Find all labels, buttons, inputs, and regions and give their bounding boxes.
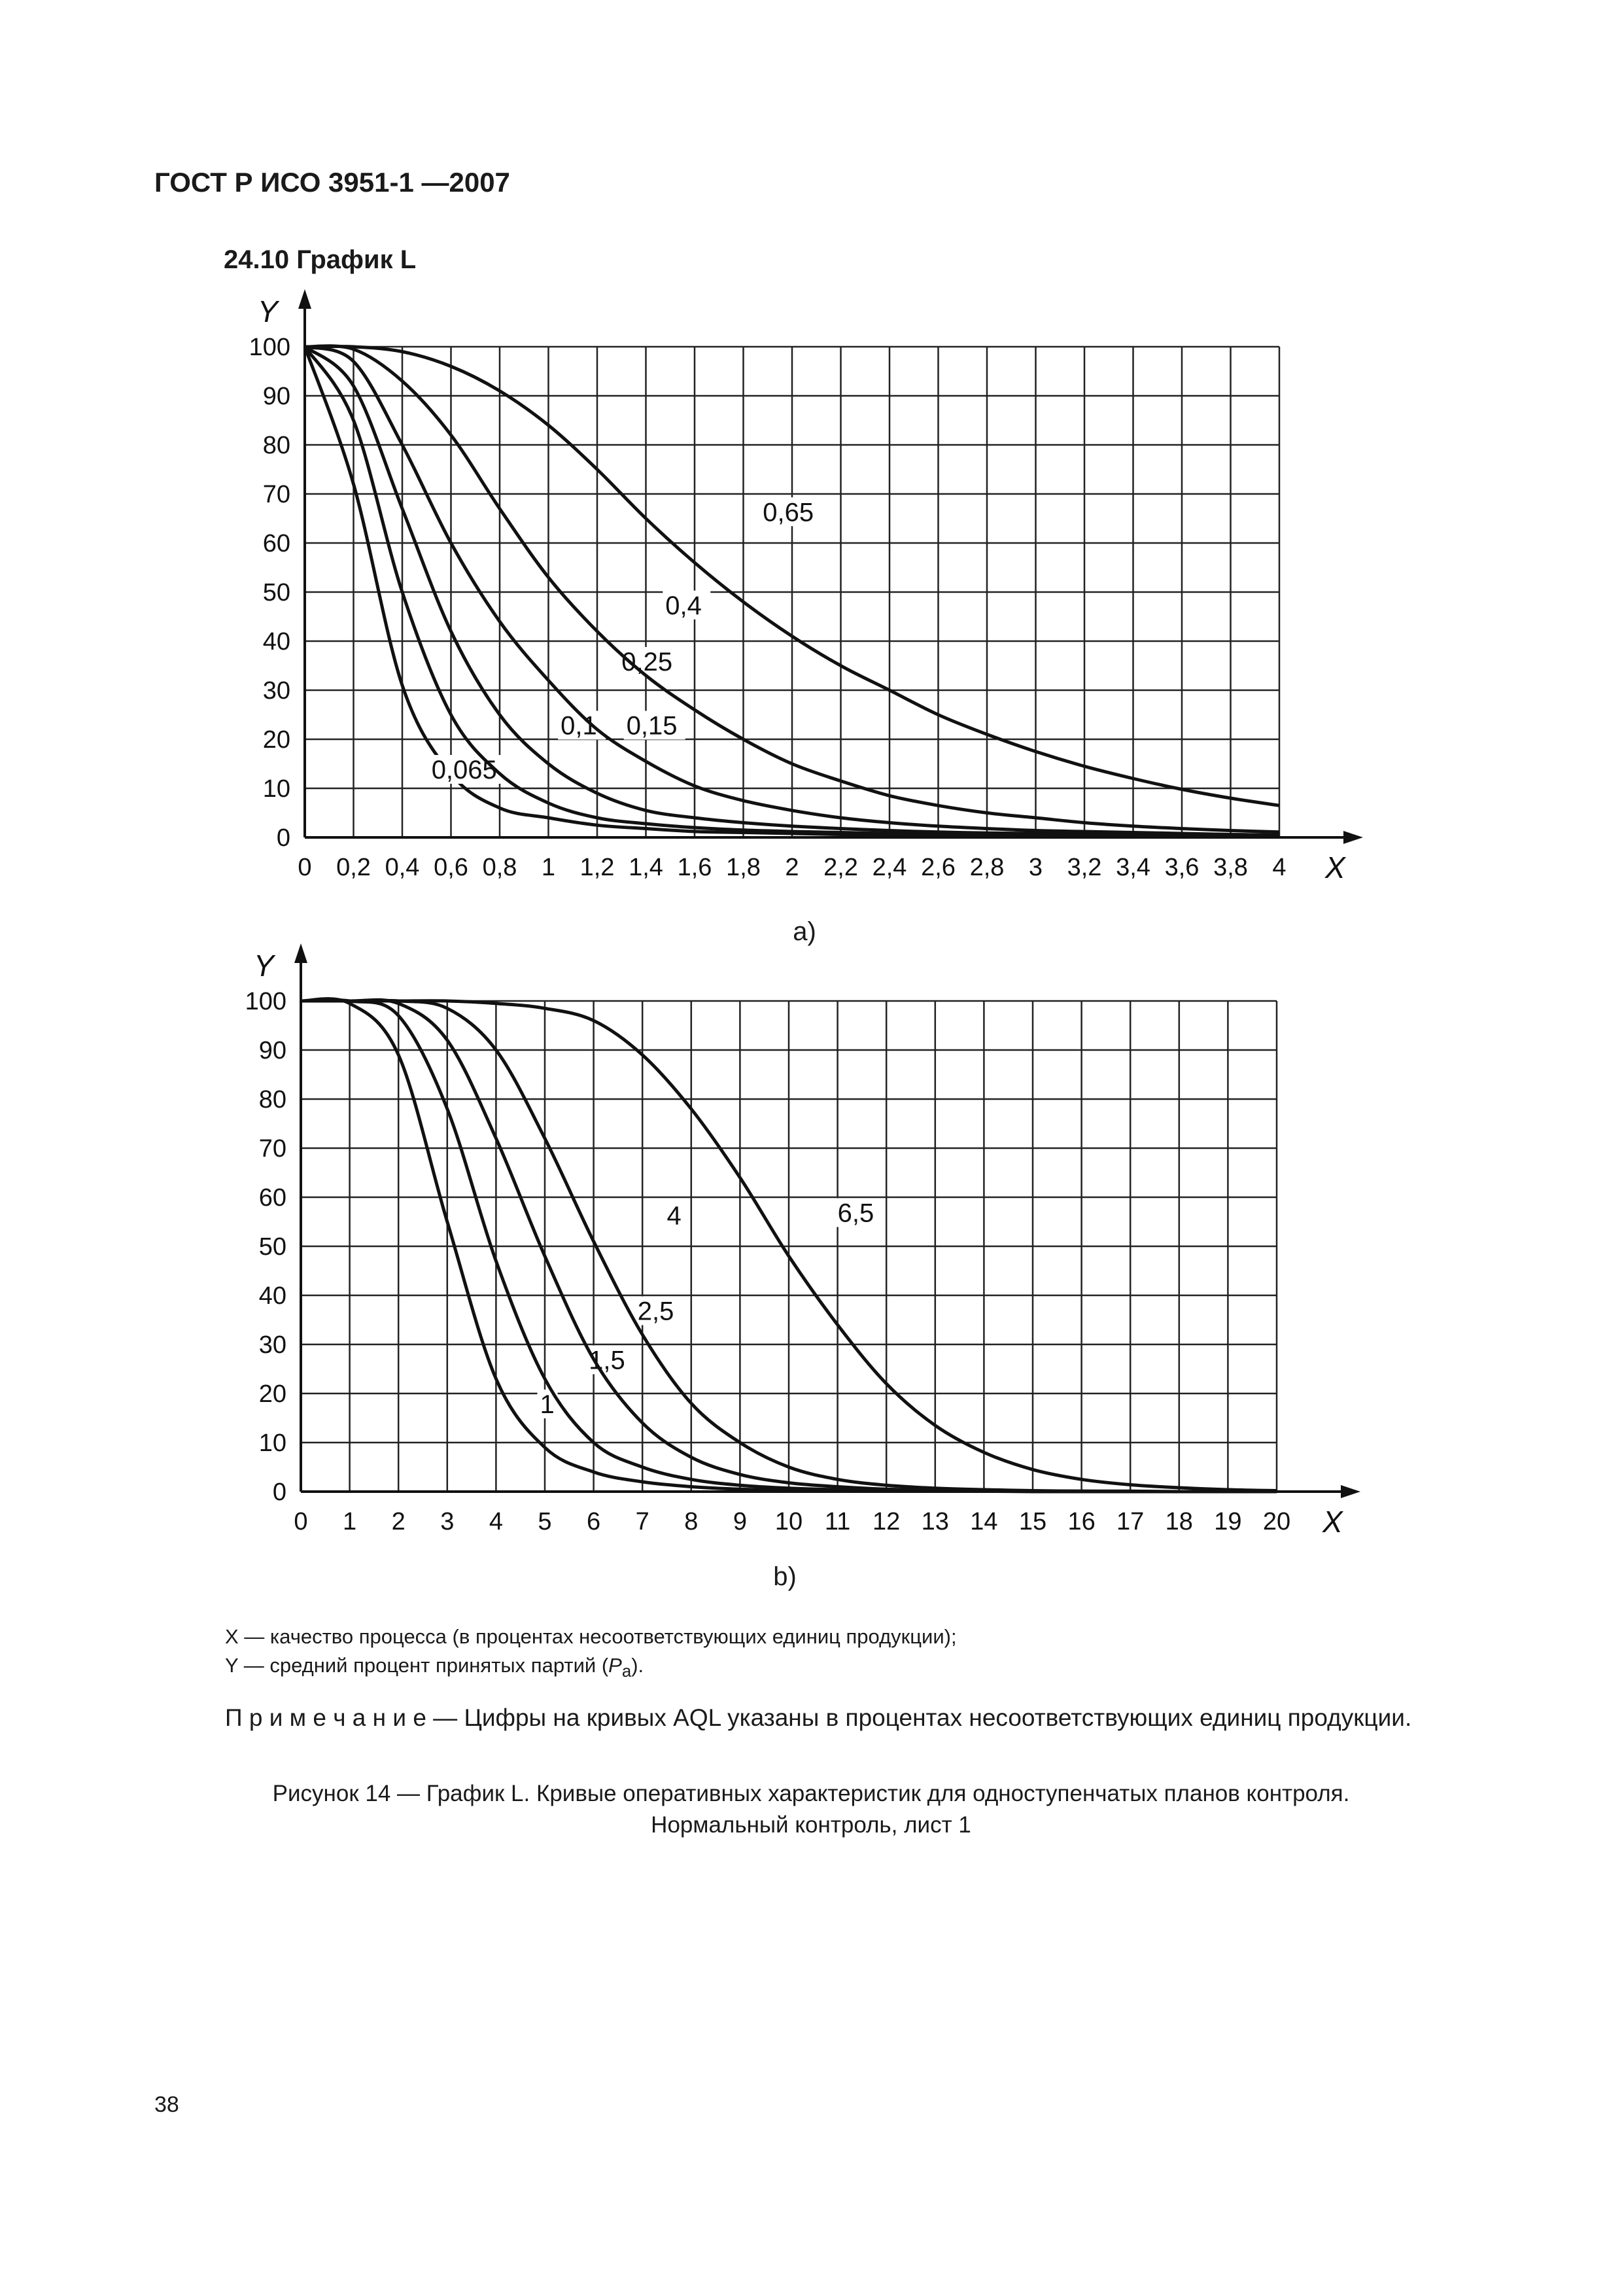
caption-line2: Нормальный контроль, лист 1 <box>651 1812 971 1838</box>
x-axis-arrow <box>1343 831 1363 844</box>
x-tick-label: 3 <box>440 1508 455 1535</box>
y-tick-label: 50 <box>258 1233 286 1261</box>
y-tick-label: 10 <box>262 775 290 803</box>
y-tick-label: 40 <box>262 628 290 656</box>
legend-y-var: P <box>608 1654 622 1677</box>
y-tick-label: 20 <box>258 1380 286 1408</box>
y-tick-label: 30 <box>262 677 290 705</box>
x-axis-label: X <box>1322 1505 1343 1539</box>
series-0-065-label: 0,065 <box>431 756 497 784</box>
chart-b-svg <box>216 932 1367 1547</box>
x-tick-label: 2,6 <box>921 854 956 881</box>
section-title: 24.10 График L <box>224 245 417 274</box>
x-tick-label: 1,8 <box>726 854 761 881</box>
x-tick-label: 0,6 <box>434 854 468 881</box>
x-tick-label: 0 <box>294 1508 308 1535</box>
x-tick-label: 15 <box>1018 1508 1047 1535</box>
y-tick-label: 20 <box>262 726 290 754</box>
x-tick-label: 18 <box>1165 1508 1193 1535</box>
x-tick-label: 14 <box>970 1508 998 1535</box>
legend-y-suffix: ). <box>631 1654 644 1677</box>
x-tick-label: 9 <box>733 1508 747 1535</box>
x-tick-label: 0,8 <box>482 854 517 881</box>
page-number: 38 <box>154 2092 179 2117</box>
x-axis-label: X <box>1325 850 1345 885</box>
caption-line1: Рисунок 14 — График L. Кривые оперативных характеристик для одноступенчатых планов контроля. <box>272 1781 1350 1806</box>
y-axis-label: Y <box>258 294 278 328</box>
series-0-15-label: 0,15 <box>626 711 678 741</box>
x-tick-label: 4 <box>489 1508 503 1535</box>
y-tick-label: 10 <box>258 1429 286 1457</box>
y-axis-arrow <box>298 289 311 309</box>
x-tick-label: 2,2 <box>823 854 858 881</box>
x-tick-label: 1 <box>343 1508 357 1535</box>
y-tick-label: 70 <box>262 481 290 508</box>
y-axis-label: Y <box>254 949 274 983</box>
x-tick-label: 2 <box>391 1508 406 1535</box>
figure-caption <box>157 1778 1465 1841</box>
legend-y-line <box>225 1651 957 1686</box>
y-tick-label: 60 <box>258 1184 286 1212</box>
document-code: ГОСТ Р ИСО 3951-1 —2007 <box>154 167 510 198</box>
y-tick-label: 30 <box>258 1331 286 1359</box>
y-tick-label: 0 <box>272 1479 286 1506</box>
x-tick-label: 16 <box>1067 1508 1096 1535</box>
y-tick-label: 60 <box>262 530 290 557</box>
x-tick-label: 7 <box>635 1508 649 1535</box>
x-tick-label: 1,2 <box>579 854 615 881</box>
x-tick-label: 3,6 <box>1164 854 1200 881</box>
legend-x-line: X — качество процесса (в процентах несоответствующих единиц продукции); <box>225 1625 957 1648</box>
x-tick-label: 12 <box>872 1508 901 1535</box>
series-4-label: 4 <box>666 1201 682 1231</box>
axis-legend <box>225 1622 957 1686</box>
y-axis-arrow <box>294 943 307 963</box>
note-label: П р и м е ч а н и е <box>225 1704 426 1731</box>
x-tick-label: 4 <box>1272 854 1287 881</box>
y-tick-label: 50 <box>262 579 290 606</box>
y-tick-label: 80 <box>262 432 290 459</box>
chart-a <box>216 288 1367 896</box>
x-tick-label: 5 <box>538 1508 552 1535</box>
panel-label-a: a) <box>793 917 816 946</box>
legend-y-prefix: Y — средний процент принятых партий ( <box>225 1654 609 1677</box>
series-1-5-label: 1,5 <box>589 1346 625 1375</box>
x-tick-label: 2 <box>785 854 799 881</box>
x-tick-label: 10 <box>774 1508 803 1535</box>
x-tick-label: 3 <box>1028 854 1043 881</box>
x-tick-label: 1,4 <box>629 854 663 881</box>
x-tick-label: 13 <box>921 1508 949 1535</box>
x-tick-label: 1 <box>541 854 556 881</box>
y-tick-label: 0 <box>276 824 290 852</box>
x-tick-label: 20 <box>1262 1508 1291 1535</box>
x-tick-label: 3,2 <box>1067 854 1102 881</box>
x-tick-label: 11 <box>824 1508 851 1535</box>
series-0-4-label: 0,4 <box>665 591 702 620</box>
x-tick-label: 6 <box>587 1508 601 1535</box>
x-tick-label: 3,8 <box>1213 854 1248 881</box>
note-text: — Цифры на кривых AQL указаны в процентах несоответствующих единиц продукции. <box>426 1704 1412 1731</box>
y-tick-label: 90 <box>258 1037 286 1064</box>
chart-a-svg <box>216 288 1367 896</box>
x-tick-label: 1,6 <box>677 854 712 881</box>
x-tick-label: 17 <box>1116 1508 1145 1535</box>
series-6-5-label: 6,5 <box>837 1199 874 1228</box>
legend-y-sub: a <box>621 1662 632 1681</box>
y-tick-label: 90 <box>262 383 290 410</box>
x-tick-label: 2,8 <box>969 854 1005 881</box>
x-tick-label: 0,2 <box>336 854 371 881</box>
series-2-5-label: 2,5 <box>637 1297 674 1326</box>
x-axis-arrow <box>1341 1485 1360 1498</box>
y-tick-label: 40 <box>258 1282 286 1310</box>
x-tick-label: 0 <box>298 854 312 881</box>
panel-label-b: b) <box>773 1562 797 1591</box>
y-tick-label: 80 <box>258 1086 286 1113</box>
chart-b <box>216 932 1367 1547</box>
x-tick-label: 19 <box>1214 1508 1242 1535</box>
y-tick-label: 100 <box>245 988 286 1015</box>
series-0-1-label: 0,1 <box>561 711 597 741</box>
series-0-25-label: 0,25 <box>621 648 673 676</box>
y-tick-label: 70 <box>258 1135 286 1163</box>
series-0-65-label: 0,65 <box>763 498 814 527</box>
x-tick-label: 0,4 <box>385 854 420 881</box>
x-tick-label: 2,4 <box>872 854 907 881</box>
x-tick-label: 8 <box>684 1508 699 1535</box>
x-tick-label: 3,4 <box>1116 854 1150 881</box>
series-1-label: 1 <box>540 1390 555 1419</box>
note <box>225 1704 1411 1732</box>
y-tick-label: 100 <box>249 334 290 361</box>
grid <box>301 1001 1277 1492</box>
